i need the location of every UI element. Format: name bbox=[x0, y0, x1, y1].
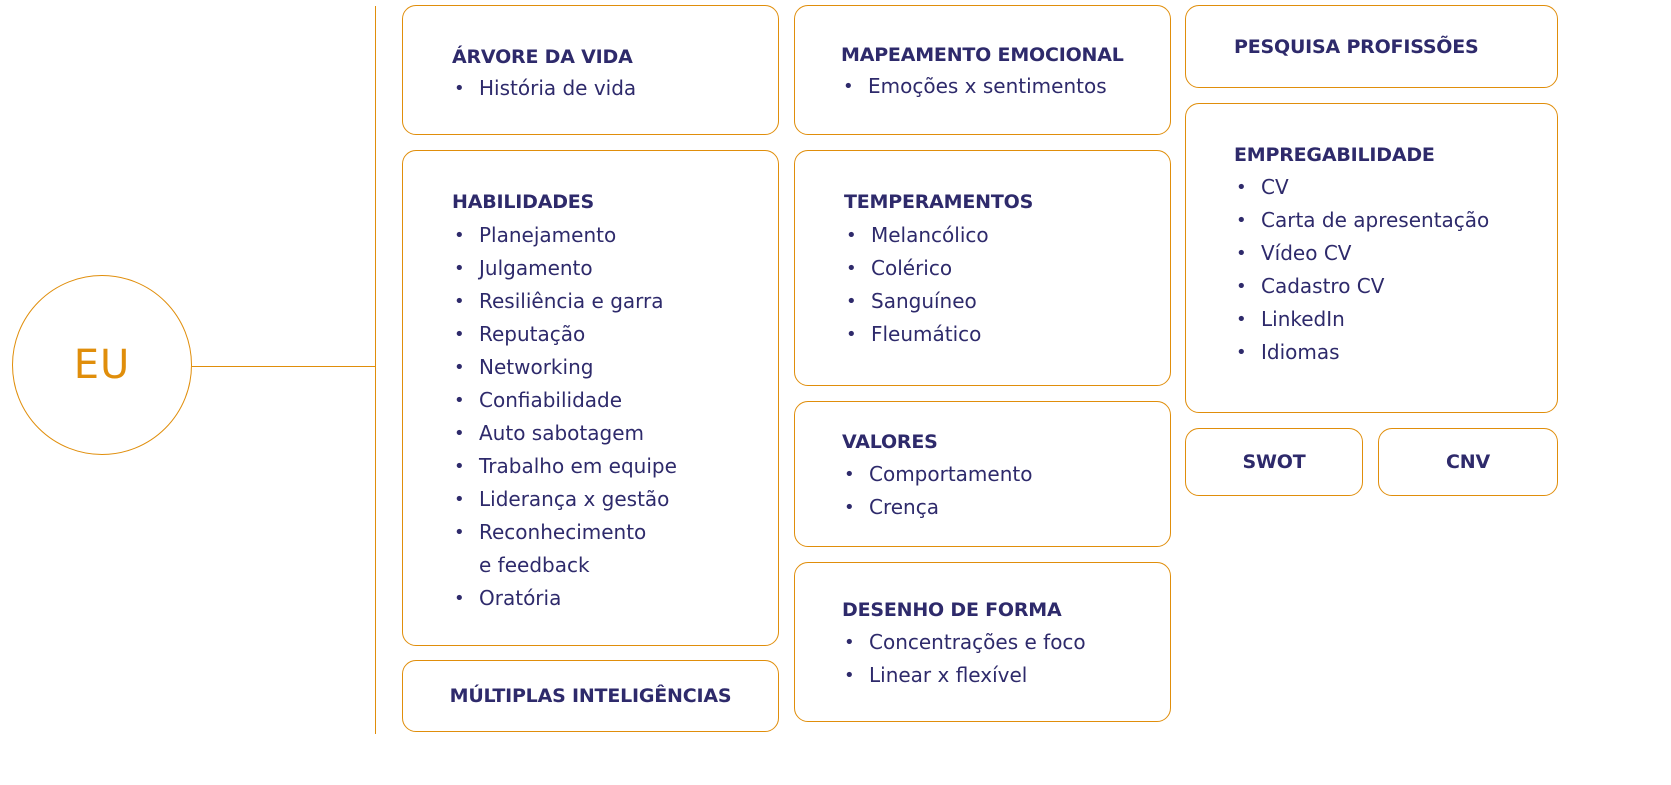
box-mapeamento-emocional bbox=[794, 5, 1171, 135]
list-item: • Fleumático bbox=[844, 318, 989, 351]
list-item: • Concentrações e foco bbox=[842, 626, 1086, 659]
hub-connector-horizontal bbox=[192, 366, 376, 367]
list-item: • Carta de apresentação bbox=[1234, 204, 1489, 237]
box-title: MÚLTIPLAS INTELIGÊNCIAS bbox=[449, 685, 732, 707]
box-title: SWOT bbox=[1242, 451, 1306, 473]
box-title: PESQUISA PROFISSÕES bbox=[1234, 36, 1479, 58]
list-item: • Colérico bbox=[844, 252, 989, 285]
box-swot bbox=[1185, 428, 1363, 496]
list-item: • Comportamento bbox=[842, 458, 1032, 491]
box-pesquisa-profissoes bbox=[1185, 5, 1558, 88]
box-title: HABILIDADES bbox=[452, 191, 595, 213]
box-title: ÁRVORE DA VIDA bbox=[452, 46, 633, 68]
box-empregabilidade bbox=[1185, 103, 1558, 413]
list-item: • Melancólico bbox=[844, 219, 989, 252]
list-item: • Vídeo CV bbox=[1234, 237, 1489, 270]
item-list bbox=[844, 219, 989, 351]
list-item: • Sanguíneo bbox=[844, 285, 989, 318]
box-title: EMPREGABILIDADE bbox=[1234, 144, 1435, 166]
box-habilidades bbox=[402, 150, 779, 646]
list-item: • Idiomas bbox=[1234, 336, 1489, 369]
list-item: • História de vida bbox=[452, 72, 636, 105]
item-list bbox=[452, 219, 677, 615]
box-title: CNV bbox=[1446, 451, 1490, 473]
item-list bbox=[452, 72, 636, 105]
box-multiplas-inteligencias bbox=[402, 660, 779, 732]
list-item: • CV bbox=[1234, 171, 1489, 204]
item-list bbox=[842, 458, 1032, 524]
box-desenho-de-forma bbox=[794, 562, 1171, 722]
list-item: • Reconhecimento bbox=[452, 516, 677, 549]
box-valores bbox=[794, 401, 1171, 547]
item-list bbox=[842, 626, 1086, 692]
item-list bbox=[1234, 171, 1489, 369]
box-title: VALORES bbox=[842, 431, 938, 453]
box-cnv bbox=[1378, 428, 1558, 496]
item-list bbox=[841, 70, 1107, 103]
list-item-continuation-text: e feedback bbox=[479, 553, 590, 577]
list-item: • Reputação bbox=[452, 318, 677, 351]
list-item: • Cadastro CV bbox=[1234, 270, 1489, 303]
list-item: • Emoções x sentimentos bbox=[841, 70, 1107, 103]
list-item: • Planejamento bbox=[452, 219, 677, 252]
list-item: • Liderança x gestão bbox=[452, 483, 677, 516]
hub-connector-vertical bbox=[375, 6, 376, 734]
box-arvore-da-vida bbox=[402, 5, 779, 135]
box-title: MAPEAMENTO EMOCIONAL bbox=[841, 44, 1124, 66]
list-item: • Confiabilidade bbox=[452, 384, 677, 417]
list-item: • Linear x flexível bbox=[842, 659, 1086, 692]
list-item: • Networking bbox=[452, 351, 677, 384]
hub-circle-eu bbox=[12, 275, 192, 455]
list-item-continuation bbox=[452, 549, 677, 582]
list-item: • Auto sabotagem bbox=[452, 417, 677, 450]
hub-label: EU bbox=[73, 342, 131, 388]
list-item: • Oratória bbox=[452, 582, 677, 615]
box-title: TEMPERAMENTOS bbox=[844, 191, 1034, 213]
box-title: DESENHO DE FORMA bbox=[842, 599, 1062, 621]
list-item: • LinkedIn bbox=[1234, 303, 1489, 336]
list-item: • Trabalho em equipe bbox=[452, 450, 677, 483]
box-temperamentos bbox=[794, 150, 1171, 386]
list-item: • Julgamento bbox=[452, 252, 677, 285]
list-item: • Resiliência e garra bbox=[452, 285, 677, 318]
list-item: • Crença bbox=[842, 491, 1032, 524]
